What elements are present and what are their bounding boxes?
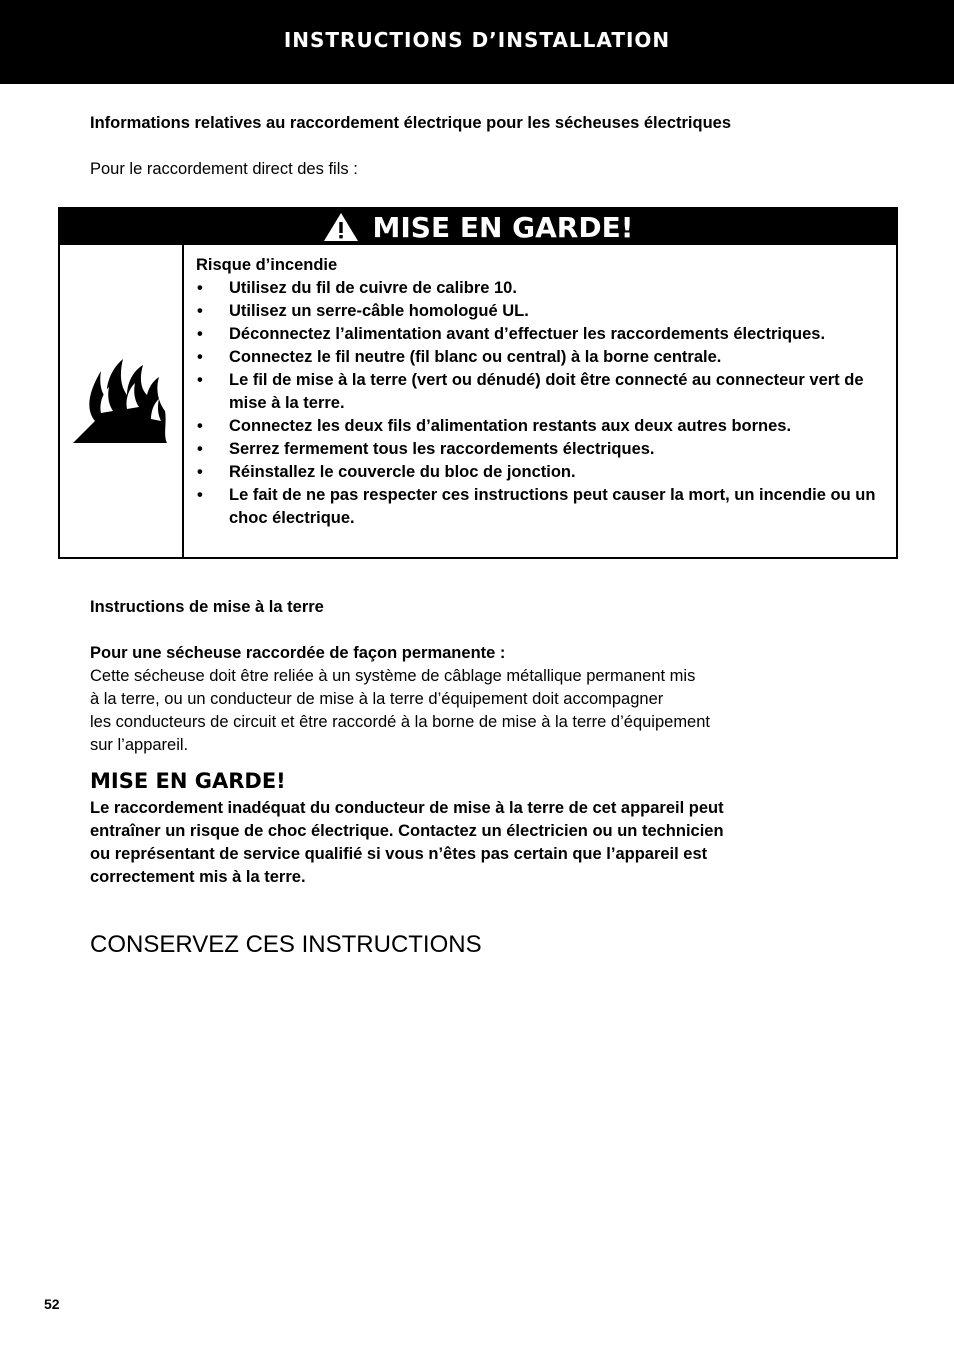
section-intro: Pour le raccordement direct des fils : [90,160,358,178]
warning-list-item: • Connectez les deux fils d’alimentation restants aux deux autres bornes. [196,415,890,438]
grounding-line: sur l’appareil. [90,736,189,754]
grounding-line: à la terre, ou un conducteur de mise à la terre d’équipement doit accompagner [90,690,664,708]
warning-list-item: • Serrez fermement tous les raccordements électriques. [196,438,890,461]
warning-list-item: • Utilisez du fil de cuivre de calibre 10. [196,277,890,300]
warning-box [58,207,898,559]
warning-header [60,209,896,245]
grounding-heading: Instructions de mise à la terre [90,598,324,616]
page-number: 52 [44,1296,60,1312]
warning-list-item: • Le fait de ne pas respecter ces instructions peut causer la mort, un incendie ou un choc électrique. [196,484,890,530]
warning-list-item: • Connectez le fil neutre (fil blanc ou central) à la borne centrale. [196,346,890,369]
save-instructions-note: CONSERVEZ CES INSTRUCTIONS [90,931,482,958]
warning-list-item: • Utilisez un serre-câble homologué UL. [196,300,890,323]
caution-line: correctement mis à la terre. [90,868,306,886]
caution-line: Le raccordement inadéquat du conducteur de mise à la terre de cet appareil peut [90,799,724,817]
fire-icon [71,357,171,445]
grounding-line: Cette sécheuse doit être reliée à un système de câblage métallique permanent mis [90,667,696,685]
caution-line: ou représentant de service qualifié si vous n’êtes pas certain que l’appareil est [90,845,708,863]
caution-body [90,797,724,889]
section-heading: Informations relatives au raccordement électrique pour les sécheuses électriques [90,114,732,132]
warning-list-item: • Déconnectez l’alimentation avant d’effectuer les raccordements électriques. [196,323,890,346]
warning-triangle-icon [323,212,359,242]
page-title: INSTRUCTIONS D’INSTALLATION [283,28,671,52]
risk-title: Risque d’incendie [196,256,338,274]
grounding-subheading: Pour une sécheuse raccordée de façon permanente : [90,644,506,662]
grounding-body [90,665,710,757]
warning-icon-cell [60,245,184,557]
header-bar [0,0,954,84]
warning-list-item: • Le fil de mise à la terre (vert ou dénudé) doit être connecté au connecteur vert de mise à la terre. [196,369,890,415]
caution-title: MISE EN GARDE! [90,769,286,793]
grounding-line: les conducteurs de circuit et être raccordé à la borne de mise à la terre d’équipement [90,713,710,731]
caution-line: entraîner un risque de choc électrique. Contactez un électricien ou un technicien [90,822,724,840]
warning-title: MISE EN GARDE! [372,210,634,244]
warning-list-item: • Réinstallez le couvercle du bloc de jonction. [196,461,890,484]
warning-list [196,277,890,530]
